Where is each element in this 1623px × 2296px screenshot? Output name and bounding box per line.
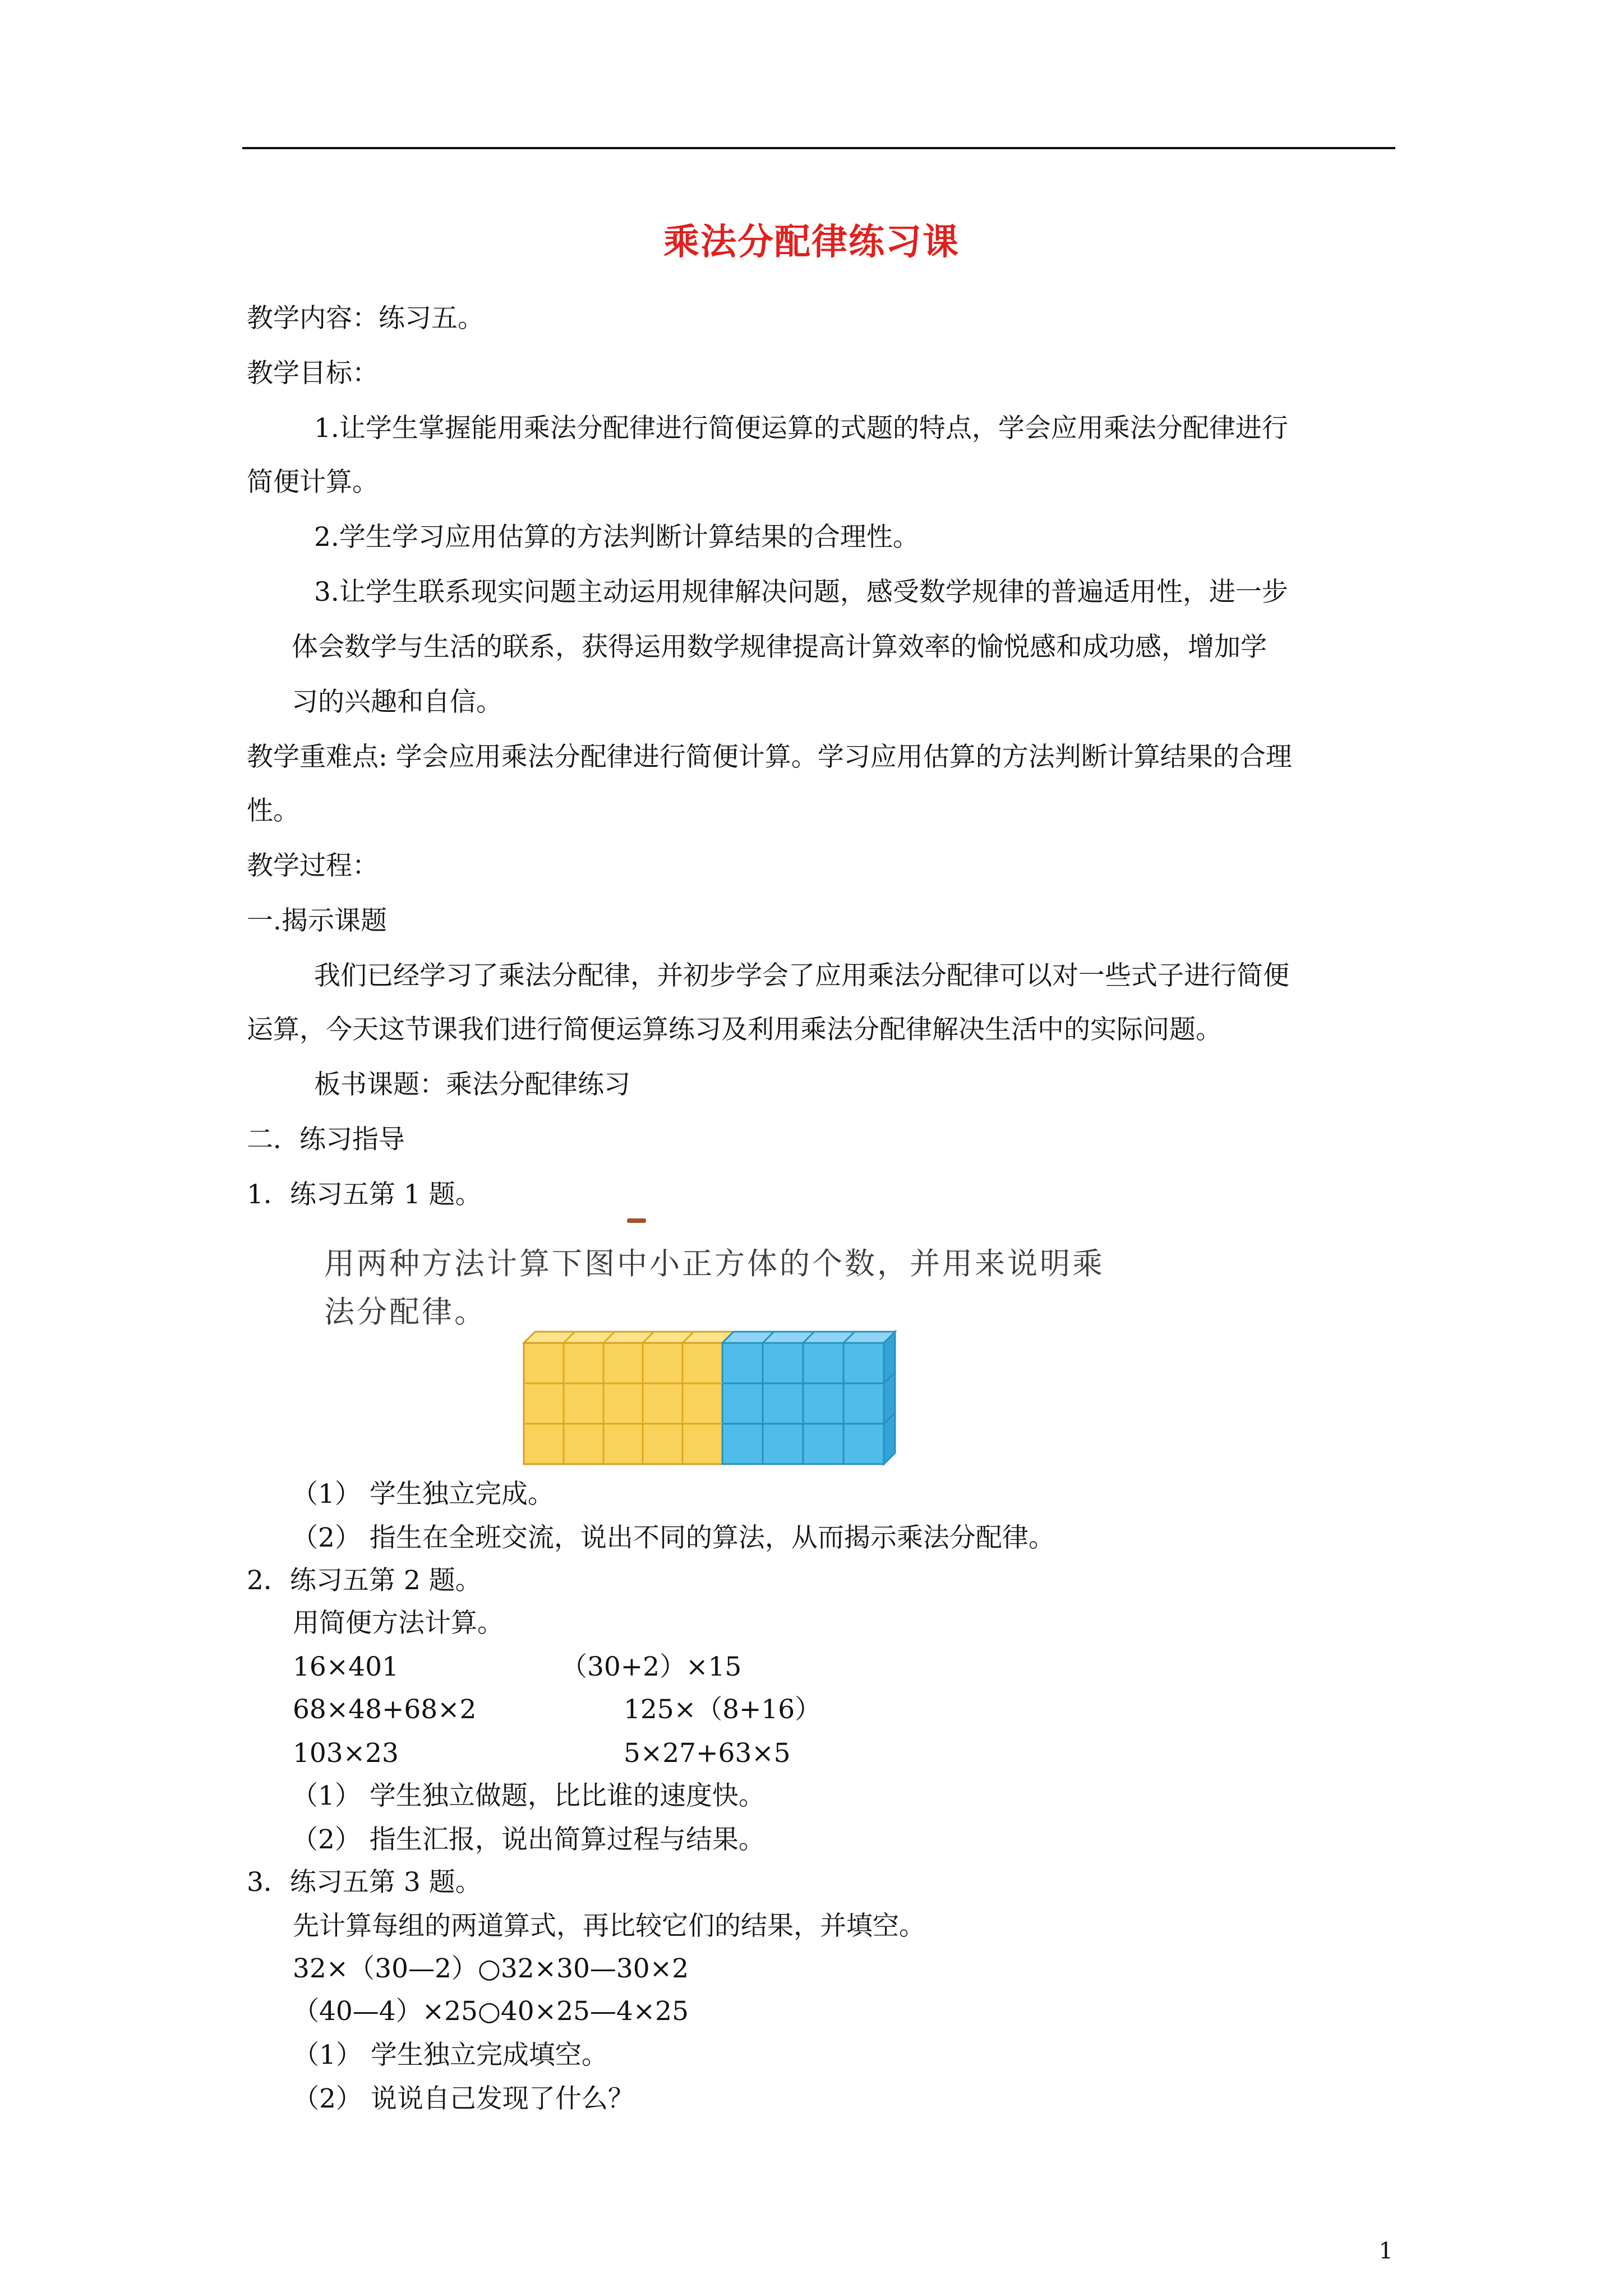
expression-2b: 125×（8+16） [624, 1694, 822, 1725]
exercise-2-step-1: （1） 学生独立做题，比比谁的速度快。 [292, 1780, 765, 1811]
intro-line-2: 运算，今天这节课我们进行简便运算练习及利用乘法分配律解决生活中的实际问题。 [247, 1014, 1222, 1045]
intro-line-1: 我们已经学习了乘法分配律，并初步学会了应用乘法分配律可以对一些式子进行简便 [314, 960, 1289, 991]
goal-3-line-2: 体会数学与生活的联系，获得运用数学规律提高计算效率的愉悦感和成功感，增加学 [292, 632, 1267, 662]
page-number: 1 [1378, 2238, 1393, 2264]
teaching-content: 教学内容：练习五。 [247, 303, 484, 334]
expression-3a: 103×23 [293, 1738, 399, 1769]
exercise-1-step-1: （1） 学生独立完成。 [292, 1479, 554, 1510]
exercise-3-step-2: （2） 说说自己发现了什么？ [293, 2083, 634, 2114]
exercise-1-step-2: （2） 指生在全班交流，说出不同的算法，从而揭示乘法分配律。 [292, 1522, 1055, 1553]
goal-3-line-3: 习的兴趣和自信。 [292, 687, 502, 717]
exercise-2-heading: 2．练习五第 2 题。 [247, 1565, 482, 1596]
key-points-line-1: 教学重难点: 学会应用乘法分配律进行简便计算。学习应用估算的方法判断计算结果的合理 [247, 742, 1292, 772]
goal-3-line-1: 3.让学生联系现实问题主动运用规律解决问题，感受数学规律的普遍适用性，进一步 [314, 577, 1288, 608]
comparison-2: （40—4）×25○40×25—4×25 [293, 1996, 689, 2027]
section-2-heading: 二．练习指导 [247, 1124, 405, 1155]
exercise-2-instruction: 用简便方法计算。 [293, 1608, 504, 1639]
exercise-3-step-1: （1） 学生独立完成填空。 [293, 2040, 608, 2070]
goal-2: 2.学生学习应用估算的方法判断计算结果的合理性。 [314, 522, 919, 553]
key-points-line-2: 性。 [247, 795, 299, 826]
section-1-heading: 一.揭示课题 [247, 905, 387, 936]
textbook-excerpt [324, 1240, 1105, 1336]
cube-side-face [884, 1332, 895, 1464]
expression-1a: 16×401 [293, 1651, 399, 1682]
comparison-1: 32×（30—2）○32×30—30×2 [293, 1953, 689, 1984]
teaching-goals-heading: 教学目标： [247, 358, 379, 389]
exercise-3-instruction: 先计算每组的两道算式，再比较它们的结果，并填空。 [293, 1911, 925, 1941]
board-title-line: 板书课题：乘法分配律练习 [314, 1069, 630, 1100]
header-rule [242, 147, 1395, 149]
exercise-3-heading: 3．练习五第 3 题。 [247, 1867, 482, 1898]
page-title: 乘法分配律练习课 [663, 221, 960, 263]
textbook-excerpt-line-1: 用两种方法计算下图中小正方体的个数，并用来说明乘 [324, 1246, 1105, 1281]
goal-1-line-2: 简便计算。 [247, 467, 379, 498]
expression-2a: 68×48+68×2 [293, 1694, 477, 1725]
process-heading: 教学过程： [247, 850, 379, 881]
expression-3b: 5×27+63×5 [624, 1738, 791, 1769]
goal-1-line-1: 1.让学生掌握能用乘法分配律进行简便运算的式题的特点，学会应用乘法分配律进行 [314, 413, 1288, 444]
textbook-excerpt-line-2: 法分配律。 [324, 1294, 487, 1329]
exercise-2-step-2: （2） 指生汇报，说出简算过程与结果。 [292, 1824, 765, 1855]
cube-top-faces [524, 1332, 895, 1343]
yellow-block [524, 1343, 722, 1464]
exercise-1-heading: 1．练习五第 1 题。 [247, 1179, 482, 1210]
cube-grid-figure [522, 1324, 914, 1471]
expression-1b: （30+2）×15 [561, 1651, 742, 1682]
decorative-mark [627, 1218, 646, 1223]
